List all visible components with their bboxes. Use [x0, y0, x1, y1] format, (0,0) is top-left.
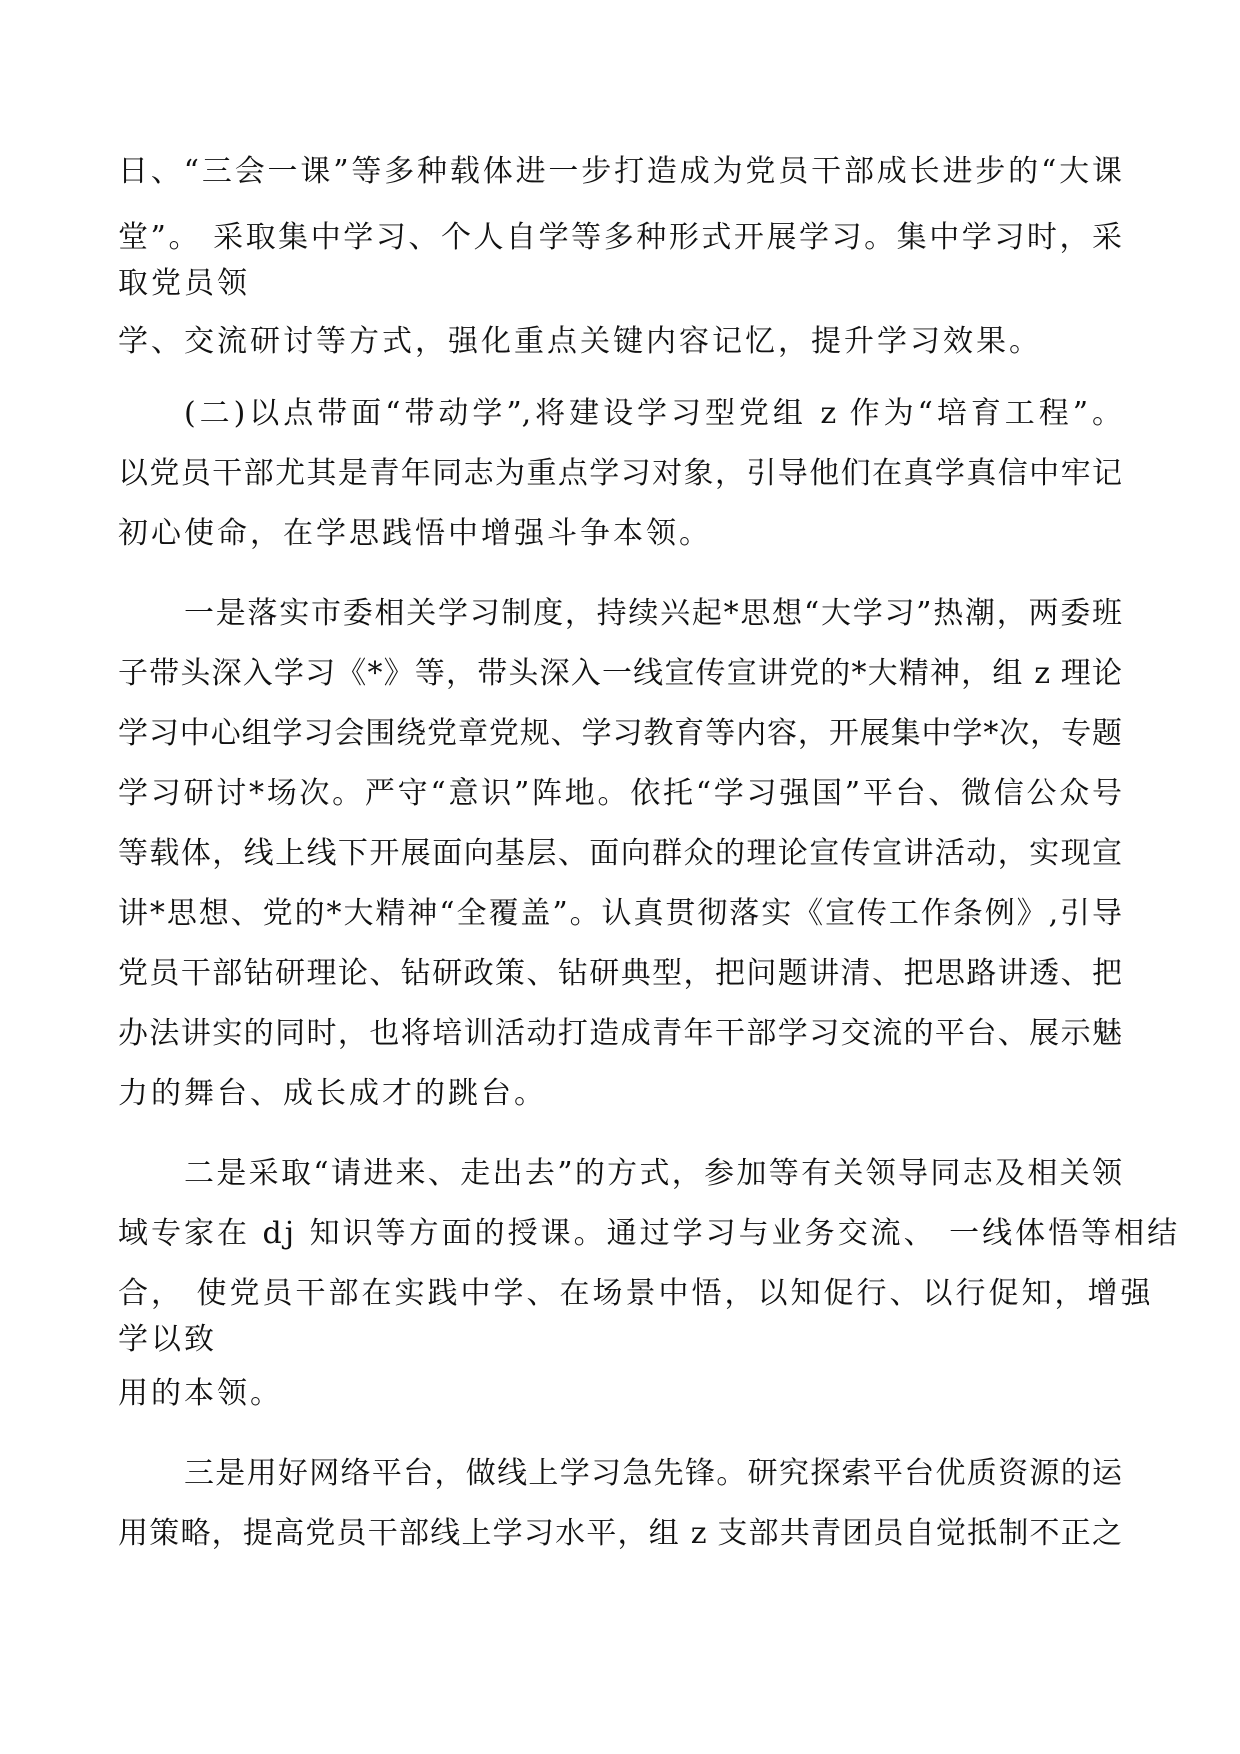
text-line: 用策略，提高党员干部线上学习水平，组 z 支部共青团员自觉抵制不正之 — [118, 1516, 1122, 1551]
text-line: 以党员干部尤其是青年同志为重点学习对象，引导他们在真学真信中牢记 — [118, 456, 1122, 491]
text-line: 三是用好网络平台，做线上学习急先锋。研究探索平台优质资源的运 — [184, 1456, 1122, 1491]
text-line: 用的本领。 — [118, 1376, 283, 1411]
text-line: 学以致 — [118, 1322, 217, 1357]
text-line: 堂”。 采取集中学习、个人自学等多种形式开展学习。集中学习时，采 — [118, 220, 1122, 255]
text-line: 取党员领 — [118, 266, 250, 301]
text-line: 学、交流研讨等方式，强化重点关键内容记忆，提升学习效果。 — [118, 324, 1042, 359]
text-line: 办法讲实的同时，也将培训活动打造成青年干部学习交流的平台、展示魅 — [118, 1016, 1122, 1051]
text-line: 二是采取“请进来、走出去”的方式，参加等有关领导同志及相关领 — [184, 1156, 1122, 1191]
text-line: 一是落实市委相关学习制度，持续兴起*思想“大学习”热潮，两委班 — [184, 596, 1122, 631]
text-line: 党员干部钻研理论、钻研政策、钻研典型，把问题讲清、把思路讲透、把 — [118, 956, 1122, 991]
text-line: 初心使命，在学思践悟中增强斗争本领。 — [118, 516, 712, 551]
text-line: 域专家在 dj 知识等方面的授课。通过学习与业务交流、 一线体悟等相结 — [118, 1216, 1181, 1251]
text-line: 力的舞台、成长成才的跳台。 — [118, 1076, 547, 1111]
text-line: (二)以点带面“带动学”,将建设学习型党组 z 作为“培育工程”。 — [184, 396, 1122, 431]
text-line: 合， 使党员干部在实践中学、在场景中悟，以知促行、以行促知，增强 — [118, 1276, 1154, 1311]
text-line: 子带头深入学习《*》等，带头深入一线宣传宣讲党的*大精神，组 z 理论 — [118, 656, 1122, 691]
text-line: 学习研讨*场次。严守“意识”阵地。依托“学习强国”平台、微信公众号 — [118, 776, 1122, 811]
text-line: 讲*思想、党的*大精神“全覆盖”。认真贯彻落实《宣传工作条例》,引导 — [118, 896, 1122, 931]
text-line: 学习中心组学习会围绕党章党规、学习教育等内容，开展集中学*次，专题 — [118, 716, 1122, 751]
text-line: 等载体，线上线下开展面向基层、面向群众的理论宣传宣讲活动，实现宣 — [118, 836, 1122, 871]
text-line: 日、“三会一课”等多种载体进一步打造成为党员干部成长进步的“大课 — [118, 154, 1122, 189]
